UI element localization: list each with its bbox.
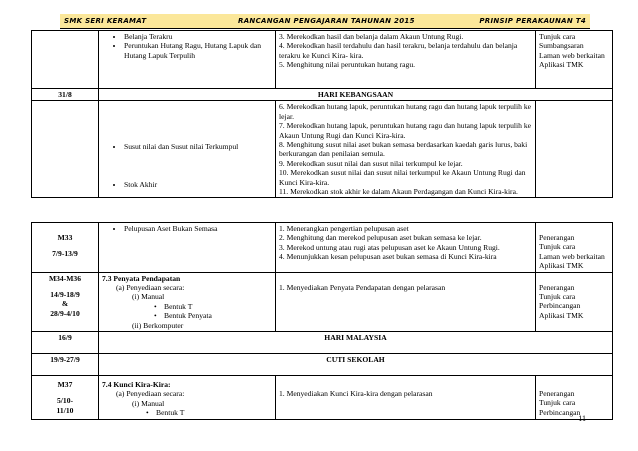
topic-item: • Susut nilai dan Susut nilai Terkumpul [124, 142, 272, 151]
activity-line: Penerangan [539, 282, 575, 292]
activity-line: Tunjuk cara [539, 292, 576, 302]
week-cell [32, 101, 99, 198]
week-line: M34-M36 [48, 273, 82, 283]
week-line: M37 [57, 380, 73, 390]
outcome-cell [276, 376, 536, 420]
week-line: & [61, 299, 69, 309]
activity-line: Tunjuk cara [539, 398, 576, 408]
topic-cell [99, 376, 276, 420]
table-row [32, 376, 613, 420]
activity-line: Sumbangsaran [539, 41, 584, 51]
activity-line: Tunjuk cara [539, 32, 576, 41]
outcome-line: 2. Menghitung dan merekod pelupusan aset bukan semasa ke lejar. [279, 233, 482, 243]
outcome-line: 7. Merekodkan hutang lapuk, peruntukan hutang ragu dan hutang lapuk terpulih ke Akaun Untung Rugi dan Kunci Kira-kira. [279, 121, 532, 140]
outcome-line: 5. Menghitung nilai peruntukan hutang ragu. [279, 60, 416, 70]
topic-bullet: • Bentuk T [154, 301, 193, 311]
outcome-cell [276, 223, 536, 273]
activity-line: Tunjuk cara [539, 242, 576, 252]
activity-line: Aplikasi TMK [539, 310, 584, 320]
outcome-cell [276, 272, 536, 331]
table-row [32, 101, 613, 198]
topic-cell [99, 223, 276, 273]
activity-line: Laman web berkaitan [539, 50, 605, 60]
table-row [32, 223, 613, 273]
activity-cell [536, 272, 613, 331]
topic-sub: (i) Manual [132, 398, 165, 408]
topic-sub: (a) Penyediaan secara: [116, 283, 185, 293]
outcome-line: 4. Merekodkan hasil terdahulu dan hasil terakru, belanja terdahulu dan belanja terakru ke Kunci Kira- kira. [279, 41, 518, 60]
table-row [32, 354, 613, 376]
topic-bullet: • Bentuk Penyata [154, 311, 212, 321]
activity-line: Perbincangan [539, 407, 581, 417]
outcome-line: 6. Merekodkan hutang lapuk, peruntukan hutang ragu dan hutang lapuk terpulih ke lejar. [279, 102, 532, 121]
page-header [60, 14, 590, 29]
plan-table-1 [31, 30, 613, 198]
holiday-label: CUTI SEKOLAH [99, 354, 613, 376]
week-line: 28/9-4/10 [50, 308, 80, 318]
table-row [32, 332, 613, 354]
page-number: 11 [578, 414, 586, 423]
outcome-line: 1. Menyediakan Penyata Pendapatan dengan pelarasan [279, 282, 446, 292]
topic-sub: (i) Manual [132, 292, 165, 302]
activity-line: Aplikasi TMK [539, 60, 584, 70]
week-cell: 16/9 [32, 332, 99, 354]
topic-bullet: • Bentuk T [146, 408, 185, 418]
activity-cell [536, 101, 613, 198]
topic-cell [99, 101, 276, 198]
outcome-line: 1. Menerangkan pengertian pelupusan aset [279, 224, 409, 233]
activity-line: Perbincangan [539, 301, 581, 311]
week-line: 14/9-18/9 [50, 290, 80, 300]
topic-sub: (a) Penyediaan secara: [116, 389, 185, 399]
activity-line: Penerangan [539, 389, 575, 399]
week-cell [32, 376, 99, 420]
activity-line: Aplikasi TMK [539, 261, 584, 271]
activity-cell [536, 31, 613, 89]
topic-item: • Peruntukan Hutang Ragu, Hutang Lapuk dan Hutang Lapuk Terpulih [124, 41, 272, 60]
activity-line: Penerangan [539, 233, 575, 242]
week-line: 5/10- [56, 396, 74, 406]
topic-item: • Belanja Terakru [124, 32, 272, 41]
plan-title: RANCANGAN PENGAJARAN TAHUNAN 2015 [238, 17, 415, 25]
plan-table-2 [31, 222, 613, 420]
outcome-line: 8. Menghitung susut nilai aset bukan semasa berdasarkan kaedah garis lurus, baki berkurangan dan penilaian semula. [279, 140, 528, 159]
week-line: M33 [57, 233, 73, 242]
activity-cell [536, 376, 613, 420]
activity-cell [536, 223, 613, 273]
outcome-cell [276, 31, 536, 89]
week-cell: 19/9-27/9 [32, 354, 99, 376]
subject-name: PRINSIP PERAKAUNAN T4 [479, 17, 586, 25]
table-row [32, 89, 613, 101]
week-line: 11/10 [56, 405, 74, 415]
outcome-line: 4. Menunjukkan kesan pelupusan aset bukan semasa di Kunci Kira-kira [279, 252, 497, 262]
topic-sub: (ii) Berkomputer [132, 320, 184, 330]
topic-item: • Pelupusan Aset Bukan Semasa [124, 224, 272, 233]
outcome-line: 3. Merekod untung atau rugi atas pelupusan aset ke Akaun Untung Rugi. [279, 242, 500, 252]
topic-title: 7.4 Kunci Kira-Kira: [102, 380, 171, 390]
holiday-label: HARI KEBANGSAAN [99, 89, 613, 101]
table-row [32, 31, 613, 89]
topic-cell [99, 31, 276, 89]
table-row [32, 272, 613, 331]
outcome-line: 11. Merekodkan stok akhir ke dalam Akaun Perdagangan dan Kunci Kira-kira. [279, 187, 518, 197]
outcome-line: 9. Merekodkan susut nilai dan susut nilai terkumpul ke lejar. [279, 158, 463, 168]
outcome-line: 1. Menyediakan Kunci Kira-kira dengan pelarasan [279, 389, 433, 399]
school-name: SMK SERI KERAMAT [64, 17, 147, 25]
topic-item: • Stok Akhir [124, 180, 272, 189]
outcome-line: 10. Merekodkan susut nilai dan susut nilai terkumpul ke Akaun Untung Rugi dan Kunci Kira-kira. [279, 168, 526, 187]
week-cell [32, 223, 99, 273]
activity-line: Laman web berkaitan [539, 251, 605, 261]
outcome-cell [276, 101, 536, 198]
holiday-label: HARI MALAYSIA [99, 332, 613, 354]
week-cell [32, 272, 99, 331]
week-line: 7/9-13/9 [52, 249, 78, 259]
topic-cell [99, 272, 276, 331]
topic-title: 7.3 Penyata Pendapatan [102, 273, 181, 283]
week-cell [32, 31, 99, 89]
week-cell: 31/8 [32, 89, 99, 101]
outcome-line: 3. Merekodkan hasil dan belanja dalam Akaun Untung Rugi. [279, 32, 464, 41]
